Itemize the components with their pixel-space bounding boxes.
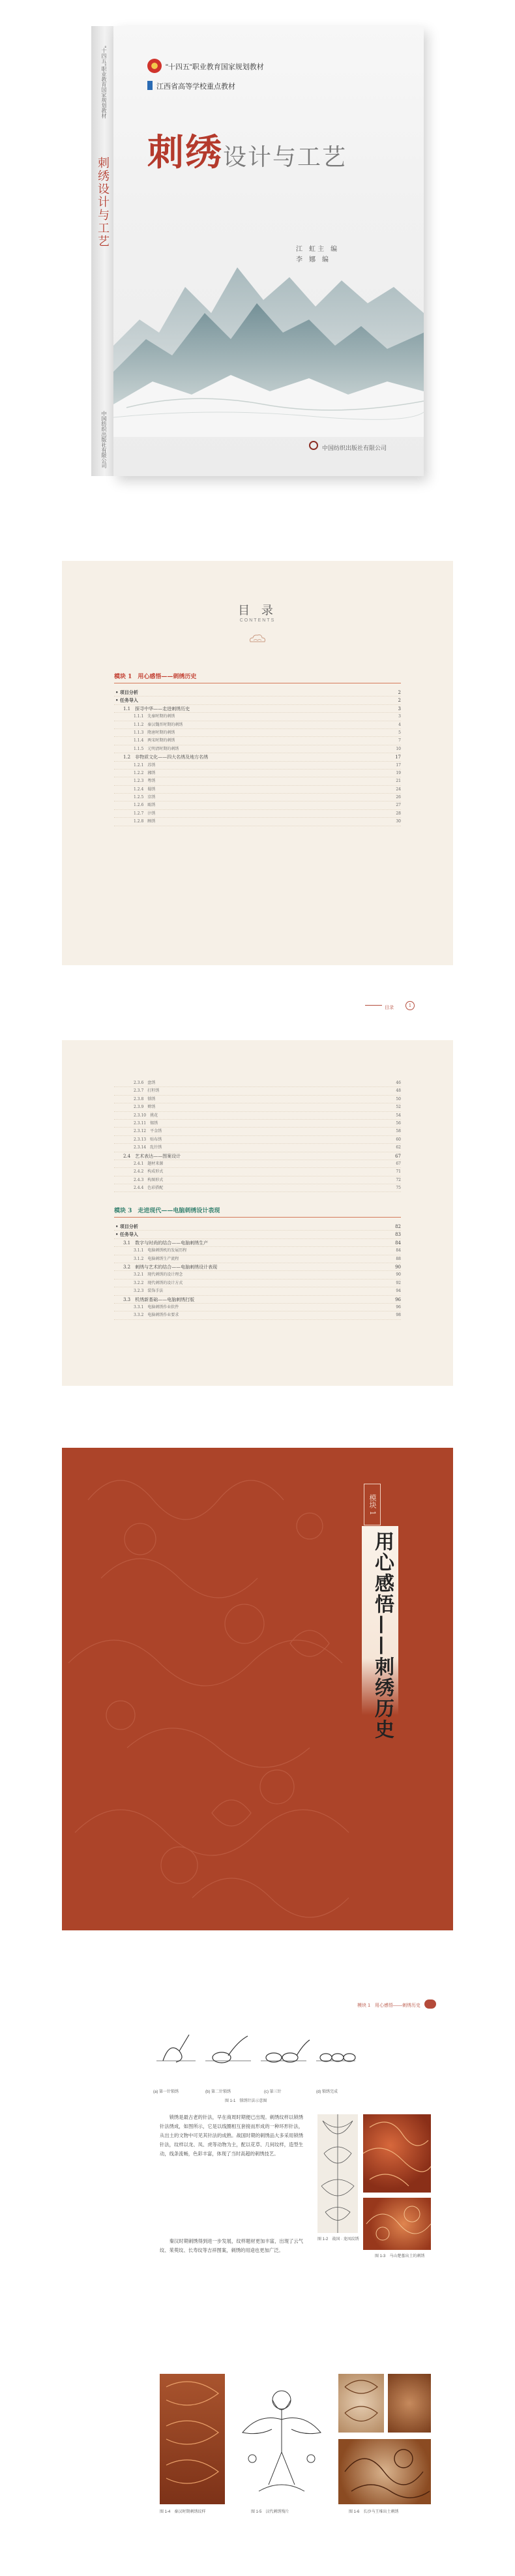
toc-entry-label: 3.2 刺绣与艺术的结合——电脑刺绣设计表现: [123, 1264, 218, 1270]
page-tag-line: [365, 1005, 382, 1006]
book-front-cover: [113, 26, 424, 476]
toc-entry-label: 1.2.8 顾绣: [134, 819, 156, 824]
toc-entry-page: 83: [395, 1232, 401, 1238]
toc-entry-page: 3: [398, 706, 401, 711]
toc-entry[interactable]: [114, 1144, 401, 1152]
cover-title-main: 刺绣: [147, 131, 223, 174]
toc-entry-label: • 项目分析: [115, 689, 138, 695]
toc-entry-page: 48: [396, 1088, 401, 1094]
toc-list-2-bottom: [114, 1223, 401, 1320]
toc-entry-page: 4: [398, 722, 401, 727]
toc-entry-label: 3.3.1 电脑刺绣作业软件: [134, 1304, 179, 1310]
toc-entry-label: 3.3 机绣新基础——电脑刺绣打版: [123, 1296, 195, 1302]
toc-entry[interactable]: [114, 777, 401, 785]
figure-caption-1: 图 1-1 锁绣针法示意图: [225, 2099, 267, 2103]
body-paragraph-1: 锁绣是最古老的针法，早在商周时期便已出现。刺绣纹样以锁绣针法绣成，如图所示，它是以线圈相互套接而形成的一种环形针法，从出土的文物中可见其针法的成熟。战国时期的刺绣品大多采用锁绣针法，纹样以龙、凤、虎等动物为主，配以花草、几何纹样，造型生动，线条流畅，色彩丰富，体现了当时高超的刺绣技艺。: [160, 2114, 303, 2157]
toc-entry-label: 2.4.2 构成形式: [134, 1169, 164, 1175]
toc-entry[interactable]: [114, 753, 401, 761]
badge-text: "十四五"职业教育国家规划教材: [166, 63, 264, 71]
toc-entry-label: 3.1.1 电脑刺绣机的发展历程: [134, 1248, 187, 1253]
publisher-logo-icon: [309, 441, 318, 450]
series-text: 江西省高等学校重点教材: [156, 83, 235, 91]
toc-entry-label: 2.4.3 构图形式: [134, 1177, 164, 1182]
toc-entry[interactable]: [114, 1231, 401, 1238]
module-3-heading[interactable]: [114, 1206, 401, 1218]
toc-entry[interactable]: [114, 762, 401, 770]
spine-series: "十四五"职业教育国家规划教材: [101, 46, 107, 119]
toc-entry[interactable]: [114, 1247, 401, 1255]
toc-entry[interactable]: [114, 737, 401, 745]
toc-entry[interactable]: [114, 1103, 401, 1111]
embroidery-photo-1: [363, 2114, 431, 2193]
cloud-ornament-icon: [248, 633, 267, 644]
toc-entry-page: 10: [396, 746, 401, 751]
toc-entry-label: 1.1 探寻中华——走进刺绣历史: [123, 706, 190, 711]
toc-entry-label: 2.4.1 题材来源: [134, 1161, 164, 1166]
toc-entry[interactable]: [114, 1280, 401, 1287]
toc-entry-page: 94: [396, 1289, 401, 1294]
module-1-title: 模块 1 用心感悟——刺绣历史: [114, 674, 197, 680]
toc-entry-label: 1.2.6 瓯绣: [134, 803, 156, 808]
toc-entry-page: 17: [396, 762, 401, 768]
module-title: 用心感悟——刺绣历史: [371, 1531, 394, 1740]
toc-list-2-top: [114, 1079, 401, 1192]
toc-entry[interactable]: [114, 721, 401, 729]
toc-entry[interactable]: [114, 1079, 401, 1087]
figure-caption-4: 图 1-4 秦汉时期刺绣纹样: [160, 2510, 206, 2514]
mythical-figure-drawing: [233, 2374, 331, 2504]
module-number-label: 模块 1: [364, 1484, 381, 1525]
toc-entry-label: 2.4.4 色彩搭配: [134, 1186, 164, 1191]
toc-entry[interactable]: [114, 696, 401, 704]
toc-entry-label: 2.4 艺术表达——图案设计: [123, 1153, 181, 1159]
module-opener-page: [62, 1448, 453, 1930]
toc-entry-label: 2.3.14 乱针绣: [134, 1145, 162, 1150]
toc-entry-label: • 任务导入: [115, 1231, 138, 1238]
toc-entry-label: 2.3.12 平金绣: [134, 1129, 162, 1134]
toc-entry-page: 30: [396, 819, 401, 824]
toc-entry-label: 1.1.4 两宋时期的刺绣: [134, 738, 175, 743]
content-page: [62, 1983, 453, 2556]
toc-entry-label: 1.2 非物质文化——四大名绣及地方名绣: [123, 755, 209, 760]
chain-stitch-diagram: [150, 2028, 359, 2087]
toc-entry-page: 98: [396, 1313, 401, 1318]
figure-caption-2: 图 1-2 战国 · 龙凤纹绣: [317, 2238, 359, 2241]
toc-entry-label: 3.2.3 装饰手法: [134, 1289, 164, 1294]
spine-title: 刺绣设计与工艺: [96, 157, 110, 248]
toc-entry[interactable]: [114, 1160, 401, 1168]
page-number-circle: 1: [405, 1001, 415, 1010]
toc-entry[interactable]: [114, 1184, 401, 1192]
toc-entry-label: • 项目分析: [115, 1223, 138, 1229]
diagram-caption-c: (c) 第三针: [264, 2090, 282, 2094]
toc-entry-page: 56: [396, 1120, 401, 1126]
toc-entry[interactable]: [114, 1096, 401, 1103]
diagram-caption-b: (b) 第二针锁绣: [205, 2090, 231, 2094]
toc-entry-page: 3: [398, 714, 401, 719]
toc-entry-label: 1.2.1 苏绣: [134, 762, 156, 768]
toc-entry[interactable]: [114, 729, 401, 737]
embroidery-photo-3: [160, 2374, 225, 2504]
spine-publisher: 中国纺织出版社有限公司: [101, 411, 107, 468]
toc-entry[interactable]: [114, 689, 401, 696]
toc-entry-label: 1.2.7 汴绣: [134, 811, 156, 816]
diagram-caption-d: (d) 锁绣完成: [316, 2090, 338, 2094]
toc-entry-page: 50: [396, 1096, 401, 1101]
toc-entry-page: 2: [398, 698, 401, 704]
toc-entry-page: 58: [396, 1129, 401, 1134]
toc-entry[interactable]: [114, 1176, 401, 1184]
toc-entry-page: 82: [395, 1224, 401, 1229]
module-3-title: 模块 3 走进现代——电脑刺绣设计表现: [114, 1208, 220, 1214]
toc-entry[interactable]: [114, 1304, 401, 1311]
toc-entry-page: 7: [398, 738, 401, 743]
toc-entry-page: 75: [396, 1186, 401, 1191]
toc-entry-page: 90: [396, 1272, 401, 1278]
toc-entry-label: 1.2.4 蜀绣: [134, 786, 156, 792]
toc-entry[interactable]: [114, 705, 401, 713]
toc-entry-page: 24: [396, 786, 401, 792]
toc-entry-page: 84: [395, 1240, 401, 1246]
toc-entry-page: 46: [396, 1081, 401, 1085]
toc-entry[interactable]: [114, 818, 401, 826]
toc-entry-label: 1.2.2 湘绣: [134, 770, 156, 775]
toc-entry-page: 62: [396, 1145, 401, 1150]
toc-entry-label: 3.2.1 现代刺绣的设计理念: [134, 1272, 183, 1278]
toc-entry[interactable]: [114, 1263, 401, 1271]
toc-entry[interactable]: [114, 1087, 401, 1095]
toc-entry-page: 96: [396, 1304, 401, 1310]
figure-caption-6: 图 1-6 长沙马王堆出土刺绣: [349, 2510, 399, 2514]
toc-entry-page: 19: [396, 770, 401, 775]
toc-entry[interactable]: [114, 1296, 401, 1304]
toc-entry-page: 84: [396, 1248, 401, 1253]
toc-entry-label: 2.3.8 锁绣: [134, 1096, 156, 1101]
toc-entry-label: 3.3.2 电脑刺绣作业要求: [134, 1313, 179, 1318]
toc-entry[interactable]: [114, 745, 401, 753]
toc-entry-label: • 任务导入: [115, 697, 138, 704]
toc-entry-label: 3.2.2 现代刺绣的设计方式: [134, 1280, 183, 1285]
toc-entry-label: 2.3.10 挑花: [134, 1113, 158, 1118]
toc-entry[interactable]: [114, 713, 401, 721]
toc-entry[interactable]: [114, 1152, 401, 1160]
toc-entry-page: 67: [395, 1153, 401, 1159]
author-line-2: 李 娜 编: [296, 256, 329, 263]
toc-entry-label: 2.3.9 辫绣: [134, 1105, 156, 1110]
toc-entry[interactable]: [114, 1239, 401, 1247]
diagram-caption-a: (a) 第一针锁绣: [153, 2090, 179, 2094]
page-tag-label: 目录: [385, 1006, 394, 1010]
toc-entry[interactable]: [114, 794, 401, 801]
landscape-illustration: [113, 241, 424, 437]
embroidery-photo-4: [338, 2374, 384, 2433]
toc-entry-label: 1.1.5 元明清时期的刺绣: [134, 746, 179, 751]
toc-entry-label: 2.3.11 锡绣: [134, 1120, 158, 1126]
toc-entry[interactable]: [114, 786, 401, 794]
toc-entry-page: 60: [396, 1137, 401, 1142]
toc-entry-label: 2.3.13 贴布绣: [134, 1137, 162, 1142]
author-line-1: 江 虹 主 编: [296, 246, 338, 253]
toc-page-2: [62, 1040, 453, 1386]
toc-entry-page: 71: [396, 1169, 401, 1175]
toc-entry[interactable]: [114, 1271, 401, 1279]
toc-entry-page: 90: [395, 1264, 401, 1270]
toc-entry-page: 21: [396, 779, 401, 784]
badge-icon: [147, 59, 162, 73]
page-marker-icon: [424, 1999, 436, 2009]
toc-entry-page: 5: [398, 730, 401, 735]
toc-entry[interactable]: [114, 1112, 401, 1120]
publisher-name: 中国纺织出版社有限公司: [322, 445, 387, 451]
cover-title: [147, 124, 347, 176]
toc-entry-page: 17: [395, 755, 401, 760]
toc-entry-label: 1.1.1 先秦时期的刺绣: [134, 714, 175, 719]
cover-title-rest: 设计与工艺: [223, 144, 347, 171]
series-bar-icon: [147, 81, 153, 90]
toc-entry[interactable]: [114, 1128, 401, 1135]
toc-entry[interactable]: [114, 1311, 401, 1319]
toc-entry[interactable]: [114, 1136, 401, 1144]
toc-entry-page: 28: [396, 811, 401, 816]
toc-entry-page: 27: [396, 803, 401, 808]
toc-heading: 目 录: [238, 604, 277, 618]
toc-entry-page: 92: [396, 1280, 401, 1285]
toc-entry-label: 1.2.5 京绣: [134, 795, 156, 800]
figure-caption-5: 图 1-5 汉代刺绣残片: [251, 2510, 289, 2514]
module-1-heading[interactable]: [114, 672, 401, 683]
toc-entry[interactable]: [114, 1255, 401, 1263]
toc-entry-label: 1.2.3 粤绣: [134, 779, 156, 784]
body-paragraph-2: 秦汉时期刺绣得到进一步发展，纹样题材更加丰富，出现了云气纹、茱萸纹、长寿纹等吉祥图案，刺绣的用途也更加广泛。: [160, 2238, 303, 2253]
toc-subheading: CONTENTS: [239, 618, 276, 623]
toc-entry[interactable]: [114, 1120, 401, 1128]
toc-entry-label: 2.3.7 打籽绣: [134, 1088, 160, 1094]
toc-entry-page: 67: [396, 1161, 401, 1166]
figure-caption-3: 图 1-3 马山楚墓出土的刺绣: [375, 2254, 425, 2258]
running-head: 模块 1 用心感悟——刺绣历史: [357, 2003, 420, 2008]
toc-entry[interactable]: [114, 1168, 401, 1176]
toc-entry-page: 72: [396, 1177, 401, 1182]
book-cover-section: [0, 0, 515, 509]
toc-entry-label: 3.1.2 电脑刺绣生产流程: [134, 1256, 179, 1261]
toc-entry-page: 96: [395, 1296, 401, 1302]
toc-entry[interactable]: [114, 801, 401, 809]
toc-entry-page: 88: [396, 1256, 401, 1261]
embroidery-photo-5: [388, 2374, 431, 2433]
toc-entry-label: 1.1.2 秦汉魏晋时期的刺绣: [134, 722, 183, 727]
toc-entry[interactable]: [114, 1287, 401, 1295]
toc-entry-label: 3.1 数字与时尚的结合——电脑刺绣生产: [123, 1240, 209, 1246]
toc-entry-page: 52: [396, 1105, 401, 1110]
toc-list-1: [114, 689, 401, 826]
toc-entry-label: 1.1.3 隋唐时期的刺绣: [134, 730, 175, 735]
toc-entry[interactable]: [114, 810, 401, 818]
toc-entry[interactable]: [114, 770, 401, 777]
toc-entry-page: 26: [396, 795, 401, 800]
embroidery-drawing-1: [317, 2114, 358, 2233]
toc-entry-page: 2: [398, 690, 401, 695]
toc-entry-page: 54: [396, 1113, 401, 1118]
toc-entry-label: 2.3.6 盘绣: [134, 1081, 156, 1085]
toc-entry[interactable]: [114, 1223, 401, 1231]
book-spine: [91, 26, 113, 476]
embroidery-photo-2: [363, 2198, 431, 2250]
toc-page-1: [62, 561, 453, 965]
embroidery-photo-6: [338, 2439, 431, 2504]
